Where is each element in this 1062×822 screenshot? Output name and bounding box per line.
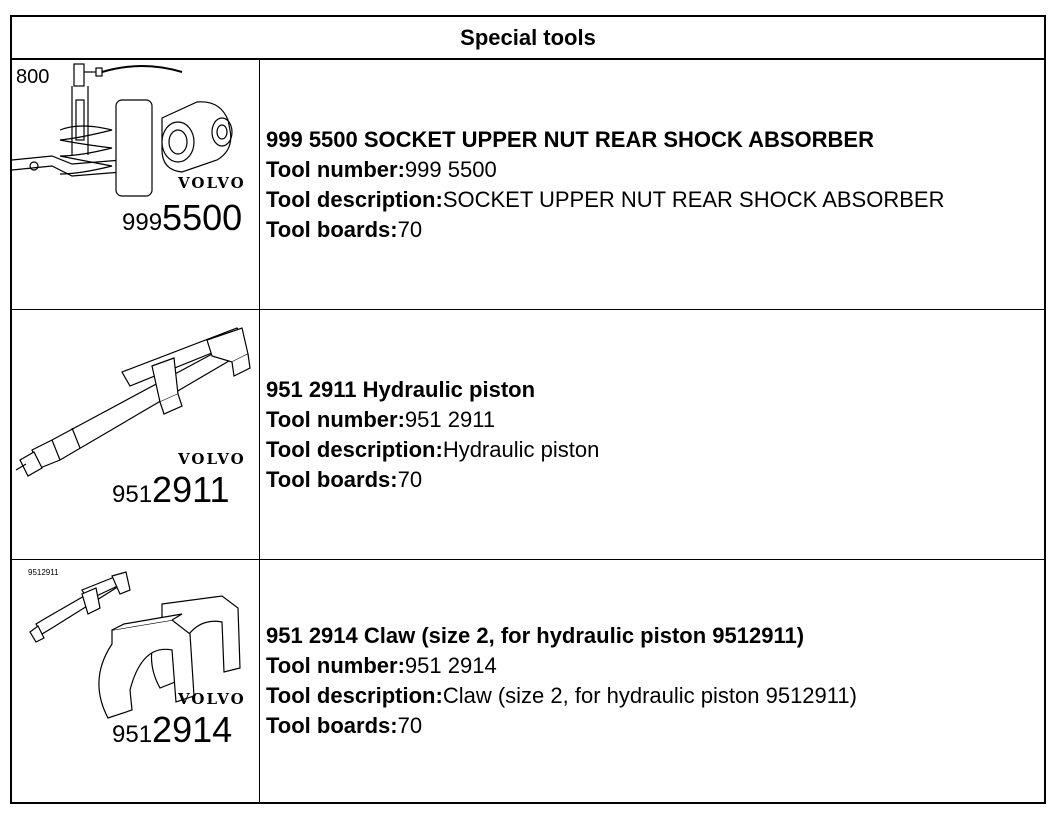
- part-number-label: 9512914: [112, 709, 233, 750]
- table-title: Special tools: [460, 24, 596, 50]
- tool-description-value: Hydraulic piston: [442, 436, 600, 462]
- piston-reference-label: 9512911: [28, 568, 59, 577]
- tool-boards-line: Tool boards:70: [266, 466, 423, 492]
- brand-logo: VOLVO: [178, 174, 246, 192]
- tool-number-line: Tool number:951 2914: [266, 653, 497, 678]
- tool-row: [12, 310, 1044, 560]
- tool-details: [261, 310, 1044, 559]
- claw-icon: [12, 560, 260, 802]
- tool-title: 951 2914 Claw (size 2, for hydraulic piston 9512911): [266, 623, 805, 648]
- tool-boards-value: 70: [397, 466, 423, 492]
- table-header: [12, 17, 1044, 60]
- dimension-label: 800: [16, 66, 50, 88]
- tool-details: [261, 560, 1044, 802]
- tool-illustration-hydraulic-piston: [12, 310, 260, 559]
- tool-number-value: 951 2914: [404, 653, 497, 678]
- tool-illustration-socket: [12, 60, 260, 309]
- tool-number-value: 999 5500: [404, 156, 497, 182]
- tool-description-line: Tool description:Claw (size 2, for hydraulic piston 9512911): [266, 683, 857, 708]
- tool-description-line: Tool description:Hydraulic piston: [266, 436, 600, 462]
- brand-logo: VOLVO: [178, 690, 246, 708]
- tool-number-line: Tool number:951 2911: [266, 406, 496, 432]
- tool-description-value: Claw (size 2, for hydraulic piston 9512911): [442, 683, 857, 708]
- part-number-label: 9512911: [112, 469, 230, 510]
- tool-illustration-claw: [12, 560, 260, 802]
- tool-boards-value: 70: [397, 216, 423, 242]
- tool-description-line: Tool description:SOCKET UPPER NUT REAR SHOCK ABSORBER: [266, 186, 945, 212]
- tool-details: [261, 60, 1044, 309]
- tool-title: 951 2911 Hydraulic piston: [266, 376, 536, 402]
- brand-logo: VOLVO: [178, 450, 246, 468]
- special-tools-table: [10, 15, 1046, 804]
- hydraulic-piston-icon: [12, 310, 260, 559]
- tool-row: [12, 60, 1044, 310]
- tool-title: 999 5500 SOCKET UPPER NUT REAR SHOCK ABSORBER: [266, 126, 874, 152]
- tool-number-line: Tool number:999 5500: [266, 156, 497, 182]
- tool-description-value: SOCKET UPPER NUT REAR SHOCK ABSORBER: [442, 186, 945, 212]
- tool-boards-line: Tool boards:70: [266, 713, 423, 738]
- tool-boards-line: Tool boards:70: [266, 216, 423, 242]
- tool-number-value: 951 2911: [404, 406, 496, 432]
- tool-boards-value: 70: [397, 713, 423, 738]
- tool-row: [12, 560, 1044, 802]
- part-number-label: 9995500: [122, 197, 243, 238]
